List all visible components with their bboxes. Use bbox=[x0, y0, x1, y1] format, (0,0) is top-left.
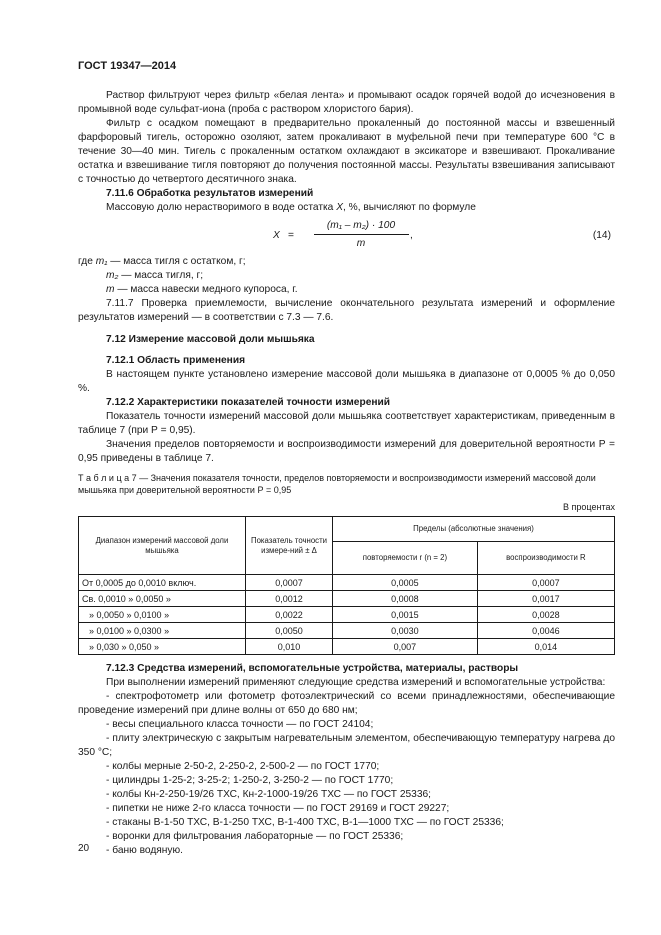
cell-accuracy: 0,0007 bbox=[246, 575, 333, 591]
cell-repeatability: 0,0008 bbox=[333, 591, 478, 607]
page-number: 20 bbox=[78, 843, 90, 854]
table-row bbox=[79, 639, 615, 655]
equipment-list bbox=[78, 690, 615, 858]
formula-equals: = bbox=[288, 230, 294, 241]
paragraph-7-11-7: 7.11.7 Проверка приемлемости, вычисление окончательного результата измерений и оформление результатов измерений — в соответствии с 7.3 — 7.6. bbox=[78, 298, 615, 323]
table-unit: В процентах bbox=[563, 502, 615, 512]
cell-repeatability: 0,0005 bbox=[333, 575, 478, 591]
list-item: - пипетки не ниже 2-го класса точности — по ГОСТ 29169 и ГОСТ 29227; bbox=[106, 803, 450, 814]
cell-repeatability: 0,0030 bbox=[333, 623, 478, 639]
table-row bbox=[79, 607, 615, 623]
list-item: - колбы Кн-2-250-19/26 ТХС, Кн-2-1000-19/26 ТХС — по ГОСТ 25336; bbox=[106, 789, 431, 800]
table-7 bbox=[78, 516, 615, 655]
table-row bbox=[79, 591, 615, 607]
cell-range: От 0,0005 до 0,0010 включ. bbox=[79, 575, 246, 591]
where-line-2: m₂ — масса тигля, г; bbox=[106, 270, 204, 281]
formula-numerator: (m₁ – m₂) · 100 bbox=[326, 220, 396, 231]
cell-reproducibility: 0,014 bbox=[477, 639, 614, 655]
cell-accuracy: 0,010 bbox=[246, 639, 333, 655]
formula-lhs: X bbox=[273, 230, 280, 241]
formula-14 bbox=[78, 215, 615, 255]
page-body bbox=[78, 89, 615, 858]
formula-number: (14) bbox=[592, 230, 611, 241]
heading-7-12-3: 7.12.3 Средства измерений, вспомогательные устройства, материалы, растворы bbox=[106, 663, 519, 674]
paragraph-filtration: Раствор фильтруют через фильтр «белая лента» и промывают осадок горячей водой до исчезновения в промывной воде сульфат-иона (проба с раствором хлористого бария). bbox=[78, 90, 615, 115]
list-item: - стаканы В-1-50 ТХС, В-1-250 ТХС, В-1-400 ТХС, В-1—1000 ТХС — по ГОСТ 25336; bbox=[106, 817, 504, 828]
cell-reproducibility: 0,0046 bbox=[477, 623, 614, 639]
col-header-repeatability: повторяемости r (n = 2) bbox=[333, 542, 478, 575]
col-header-range: Диапазон измерений массовой доли мышьяка bbox=[79, 517, 246, 575]
cell-range: Св. 0,0010 » 0,0050 » bbox=[79, 591, 246, 607]
table-row bbox=[79, 623, 615, 639]
table-caption: Т а б л и ц а 7 — Значения показателя точности, пределов повторяемости и воспроизводимости измерений массовой доли мышьяка при доверительной вероятности Р = 0,95 bbox=[78, 473, 596, 495]
heading-7-11-6: 7.11.6 Обработка результатов измерений bbox=[106, 188, 314, 199]
list-item: - баню водяную. bbox=[106, 845, 183, 856]
formula-denominator: m bbox=[356, 238, 366, 249]
cell-range: » 0,0050 » 0,0100 » bbox=[79, 607, 246, 623]
cell-reproducibility: 0,0028 bbox=[477, 607, 614, 623]
paragraph-7-12-2b: Значения пределов повторяемости и воспроизводимости измерений для доверительной вероятности Р = 0,95 приведены в таблице 7. bbox=[78, 439, 615, 464]
cell-repeatability: 0,007 bbox=[333, 639, 478, 655]
heading-7-12-2: 7.12.2 Характеристики показателей точности измерений bbox=[106, 397, 391, 408]
col-header-limits: Пределы (абсолютные значения) bbox=[333, 517, 615, 542]
formula-comma: , bbox=[410, 230, 413, 241]
paragraph-7-12-3: При выполнении измерений применяют следующие средства измерений и вспомогательные устройства: bbox=[106, 677, 606, 688]
list-item: - колбы мерные 2-50-2, 2-250-2, 2-500-2 — по ГОСТ 1770; bbox=[106, 761, 380, 772]
paragraph-7-12-2a: Показатель точности измерений массовой доли мышьяка соответствует характеристикам, приведенным в таблице 7 (при Р = 0,95). bbox=[78, 411, 615, 436]
list-item: - плиту электрическую с закрытым нагревательным элементом, обеспечивающую температуру нагрева до 350 °С; bbox=[78, 733, 615, 758]
list-item: - цилиндры 1-25-2; 3-25-2; 1-250-2, 3-250-2 — по ГОСТ 1770; bbox=[106, 775, 394, 786]
cell-reproducibility: 0,0007 bbox=[477, 575, 614, 591]
list-item: - весы специального класса точности — по ГОСТ 24104; bbox=[106, 719, 374, 730]
cell-range: » 0,0100 » 0,0300 » bbox=[79, 623, 246, 639]
paragraph-formula-intro: Массовую долю нерастворимого в воде остатка X, %, вычисляют по формуле bbox=[106, 202, 476, 213]
where-line-1: где m₁ — масса тигля с остатком, г; bbox=[78, 256, 246, 267]
col-header-accuracy: Показатель точности измере-ний ± Δ bbox=[246, 517, 333, 575]
paragraph-7-12-1: В настоящем пункте установлено измерение массовой доли мышьяка в диапазоне от 0,0005 % до 0,050 %. bbox=[78, 369, 615, 394]
col-header-reproducibility: воспроизводимости R bbox=[477, 542, 614, 575]
heading-7-12: 7.12 Измерение массовой доли мышьяка bbox=[106, 334, 315, 345]
cell-range: » 0,030 » 0,050 » bbox=[79, 639, 246, 655]
cell-reproducibility: 0,0017 bbox=[477, 591, 614, 607]
heading-7-12-1: 7.12.1 Область применения bbox=[106, 355, 246, 366]
list-item: - спектрофотометр или фотометр фотоэлектрический со всеми принадлежностями, обеспечивающие проведение измерений при длине волны от 650 до 680 нм; bbox=[78, 691, 615, 716]
cell-accuracy: 0,0050 bbox=[246, 623, 333, 639]
cell-accuracy: 0,0012 bbox=[246, 591, 333, 607]
document-header: ГОСТ 19347—2014 bbox=[78, 60, 177, 72]
paragraph-calcination: Фильтр с осадком помещают в предварительно прокаленный до постоянной массы и взвешенный фарфоровый тигель, осторожно озоляют, затем прокаливают в муфельной печи при температуре 600 °С в течение 30—40 мин. Тигель с прокаленным остатком охлаждают в эксикаторе и взвешивают. Прокаливание остатка и взвешивание тигля повторяют до получения постоянной массы. Результаты взвешивания записывают с точностью до четвертого десятичного знака. bbox=[78, 118, 615, 185]
table-row bbox=[79, 575, 615, 591]
cell-accuracy: 0,0022 bbox=[246, 607, 333, 623]
where-line-3: m — масса навески медного купороса, г. bbox=[106, 284, 298, 295]
fraction-bar bbox=[314, 234, 409, 235]
list-item: - воронки для фильтрования лабораторные — по ГОСТ 25336; bbox=[106, 831, 404, 842]
cell-repeatability: 0,0015 bbox=[333, 607, 478, 623]
